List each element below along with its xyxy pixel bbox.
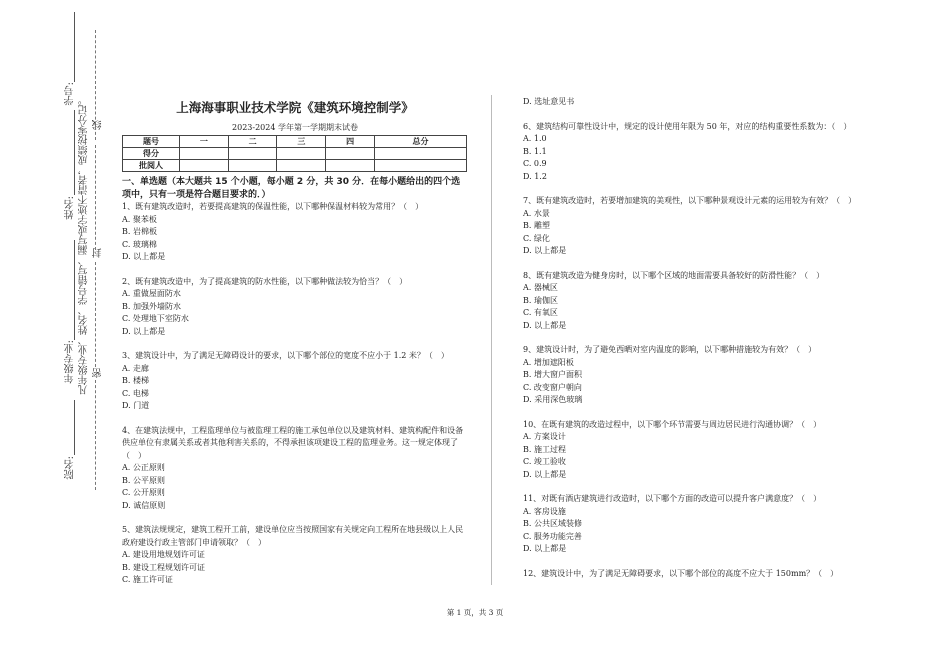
option: D. 1.2 (523, 171, 547, 181)
option: B. 建设工程规划许可证 (122, 562, 205, 572)
option: D. 采用深色玻璃 (523, 395, 583, 404)
option: D. 选址意见书 (523, 97, 575, 106)
option: C. 改变窗户朝向 (523, 382, 582, 392)
option: A. 1.0 (523, 134, 547, 143)
score-row-label: 批阅人 (123, 160, 180, 172)
option: B. 加强外墙防水 (122, 301, 181, 311)
option: C. 竣工验收 (523, 457, 566, 466)
question-1 (122, 201, 468, 264)
seal-dashed-line-4 (95, 380, 96, 490)
score-cell (228, 160, 277, 172)
exam-title: 上海海事职业技术学院《建筑环境控制学》 (176, 100, 414, 115)
option: C. 绿化 (523, 233, 550, 243)
score-cell (277, 160, 326, 172)
score-header-cell: 一 (180, 136, 229, 148)
option: B. 楼梯 (122, 376, 149, 385)
option: A. 重做屋面防水 (122, 289, 181, 298)
option: A. 增加遮阳板 (523, 357, 574, 367)
option: C. 施工许可证 (122, 575, 173, 584)
question-10 (523, 419, 863, 482)
question-stem: 1、既有建筑改造时，若要提高建筑的保温性能，以下哪种保温材料较为常用？（ ） (122, 202, 424, 211)
option: B. 瑜伽区 (523, 295, 558, 305)
score-header-cell: 总分 (374, 136, 466, 148)
option: B. 雕塑 (523, 221, 550, 230)
score-cell (180, 160, 229, 172)
binding-notice: 凡年级专业、姓名、学号错写、漏写或字迹不清者，成绩按零分记。 (79, 95, 90, 395)
left-column (122, 96, 468, 587)
seal-text: 密 (93, 368, 104, 378)
question-stem: 11、对既有酒店建筑进行改造时，以下哪个方面的改造可以提升客户满意度？（ ） (523, 494, 822, 503)
question-stem: 10、在既有建筑的改造过程中，以下哪个环节需要与周边居民进行沟通协调？（ ） (523, 419, 822, 429)
option: C. 服务功能完善 (523, 531, 582, 541)
score-cell (228, 148, 277, 160)
question-8 (523, 270, 863, 333)
score-cell (326, 160, 375, 172)
question-stem: 2、既有建筑改造中，为了提高建筑的防水性能，以下哪种做法较为恰当？（ ） (122, 276, 408, 286)
option: D. 以上都是 (523, 544, 567, 553)
option: C. 处理地下室防水 (122, 314, 189, 323)
score-header-cell: 三 (277, 136, 326, 148)
score-header-cell: 二 (228, 136, 277, 148)
option: B. 公平原则 (122, 475, 165, 485)
question-12 (523, 568, 863, 581)
question-stem: 12、建筑设计中，为了满足无障碍要求，以下哪个部位的高度不应大于 150mm？（ ） (523, 568, 839, 578)
option: D. 以上都是 (122, 326, 166, 336)
right-column (523, 96, 863, 580)
school-line (74, 400, 75, 455)
name-line (74, 110, 75, 195)
score-cell (180, 148, 229, 160)
column-divider (491, 95, 492, 585)
seal-line-text: 线 (93, 120, 104, 130)
question-11 (523, 493, 863, 556)
score-row-label: 得分 (123, 148, 180, 160)
score-cell (326, 148, 375, 160)
name-label: 姓名: (65, 196, 76, 220)
option: C. 玻璃棉 (122, 239, 157, 249)
option: C. 有氧区 (523, 308, 558, 317)
exam-subtitle: 2023-2024 学年第一学期期末试卷 (232, 123, 358, 132)
question-stem: 8、既有建筑改造为健身房时，以下哪个区域的地面需要具备较好的防滑性能？（ ） (523, 270, 825, 280)
score-header-cell: 四 (326, 136, 375, 148)
question-stem: 4、在建筑法规中，工程监理单位与被监理工程的施工承包单位以及建筑材料、建筑构配件和设备供应单位有隶属关系或者其他利害关系的，不得承担该项建设工程的监理业务。这一规定体现了（ ） (122, 425, 464, 460)
score-table-row (123, 160, 467, 172)
option: D. 以上都是 (523, 320, 567, 330)
option: C. 公开原则 (122, 488, 165, 497)
seal-mid-text: 封 (93, 248, 104, 258)
question-stem: 7、既有建筑改造时，若要增加建筑的美观性，以下哪种景观设计元素的运用较为有效？（ ） (523, 196, 857, 205)
score-cell (374, 160, 466, 172)
grade-major-line (74, 240, 75, 340)
score-header-cell: 题号 (123, 136, 180, 148)
option: A. 方案设计 (523, 432, 566, 441)
option: D. 门道 (122, 401, 150, 410)
option: B. 1.1 (523, 146, 547, 156)
question-2 (122, 276, 468, 339)
question-4 (122, 425, 468, 513)
option: B. 增大窗户面积 (523, 370, 582, 379)
option: A. 客房设施 (523, 506, 566, 516)
seal-dashed-line-2 (95, 145, 96, 250)
question-3 (122, 350, 468, 413)
question-9 (523, 344, 863, 407)
student-id-line (74, 12, 75, 82)
option: A. 聚苯板 (122, 214, 157, 224)
question-7 (523, 195, 863, 258)
score-cell (277, 148, 326, 160)
seal-dashed-line-3 (95, 262, 96, 367)
page-footer: 第 1 页，共 3 页 (446, 608, 504, 617)
question-stem: 9、建筑设计时，为了避免西晒对室内温度的影响，以下哪种措施较为有效？（ ） (523, 345, 817, 354)
question-stem: 3、建筑设计中，为了满足无障碍设计的要求，以下哪个部位的宽度不应小于 1.2 米？（ ） (122, 351, 449, 360)
score-cell (374, 148, 466, 160)
option: C. 0.9 (523, 159, 547, 168)
option: D. 以上都是 (122, 252, 166, 261)
option: A. 建设用地规划许可证 (122, 550, 205, 559)
option: A. 水景 (523, 208, 550, 218)
option: C. 电梯 (122, 388, 149, 398)
score-table-header-row (123, 136, 467, 148)
score-table (122, 135, 467, 172)
question-6 (523, 121, 863, 184)
binding-strip (0, 0, 110, 672)
question-stem: 6、建筑结构可靠性设计中，规定的设计使用年限为 50 年，对应的结构重要性系数为：（ ） (523, 121, 852, 131)
score-table-row (123, 148, 467, 160)
school-label: 院名: (65, 456, 76, 480)
option: A. 公正原则 (122, 463, 165, 472)
option: B. 施工过程 (523, 444, 566, 454)
question-5 (122, 524, 468, 587)
question-stem: 5、建筑法规规定，建筑工程开工前，建设单位应当按照国家有关规定向工程所在地县级以上人民政府建设行政主管部门申请领取？（ ） (122, 525, 464, 547)
option: A. 器械区 (523, 283, 558, 292)
grade-major-label: 年级专业: (65, 340, 76, 384)
option: D. 以上都是 (523, 469, 567, 479)
question-5-continued (523, 96, 863, 109)
section-heading: 一、单选题（本大题共 15 个小题，每小题 2 分，共 30 分．在每小题给出的四个选项中，只有一项是符合题目要求的．） (122, 177, 461, 200)
option: B. 公共区域装修 (523, 519, 582, 528)
seal-dashed-line-1 (95, 30, 96, 140)
option: B. 岩棉板 (122, 227, 157, 236)
option: D. 以上都是 (523, 246, 567, 255)
option: A. 走廊 (122, 363, 149, 373)
student-id-label: 学号: (65, 82, 76, 106)
option: D. 诚信原则 (122, 500, 166, 510)
